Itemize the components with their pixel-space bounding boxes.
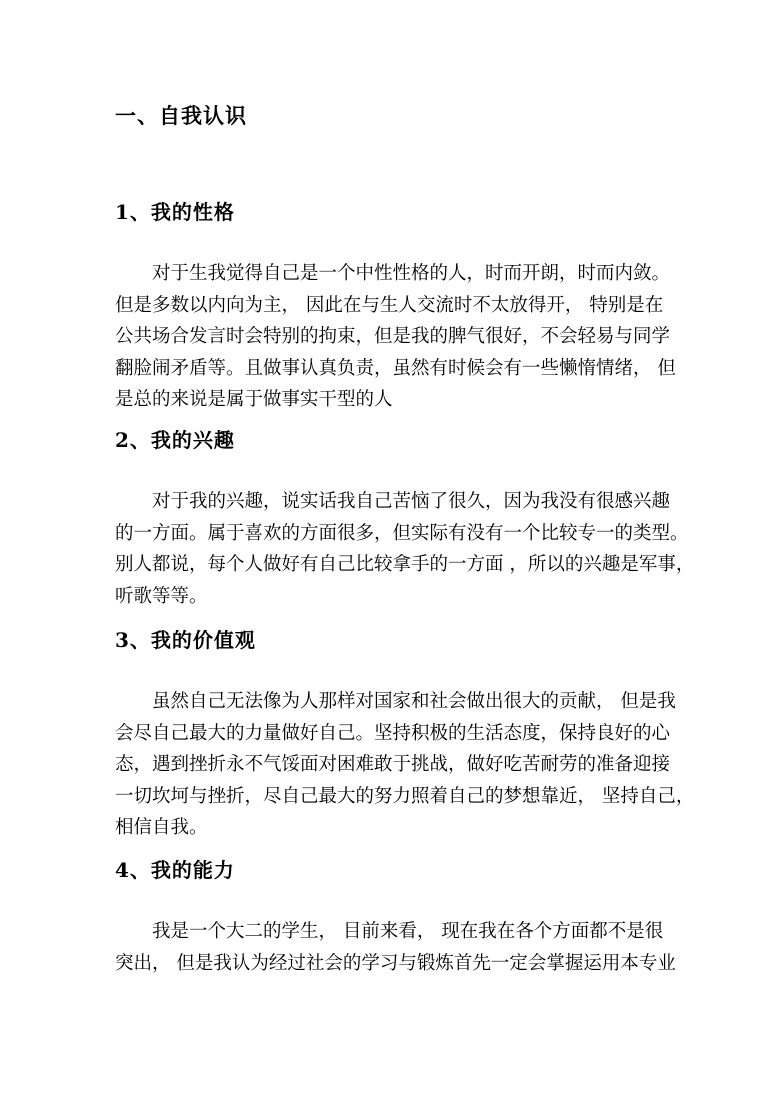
paragraph-line: 公共场合发言时会特别的拘束，但是我的脾气很好，不会轻易与同学 xyxy=(115,326,671,347)
section-paragraph-abilities xyxy=(115,916,675,979)
section-paragraph-values xyxy=(115,686,695,844)
paragraph-line: 对于我的兴趣，说实话我自己苦恼了很久，因为我没有很感兴趣 xyxy=(152,491,671,512)
paragraph-line: 突出， 但是我认为经过社会的学习与锻炼首先一定会掌握运用本专业 xyxy=(115,952,676,974)
section-heading-values: 3、我的价值观 xyxy=(115,628,256,652)
section-paragraph-interests xyxy=(115,486,695,612)
paragraph-line: 的一方面。属于喜欢的方面很多，但实际有没有一个比较专一的类型。 xyxy=(115,522,689,544)
paragraph-line: 相信自我。 xyxy=(115,817,208,838)
paragraph-line: 会尽自己最大的力量做好自己。坚持积极的生活态度，保持良好的心 xyxy=(115,722,671,744)
paragraph-line: 别人都说，每个人做好有自己比较拿手的一方面 ，所以的兴趣是军事， xyxy=(115,554,695,575)
paragraph-line: 态，遇到挫折永不气馁面对困难敢于挑战，做好吃苦耐劳的准备迎接 xyxy=(115,754,671,775)
section-paragraph-personality xyxy=(115,258,675,416)
document-title: 一、自我认识 xyxy=(115,103,247,128)
section-heading-personality: 1、我的性格 xyxy=(115,200,235,224)
paragraph-line: 但是多数以内向为主， 因此在与生人交流时不太放得开， 特别是在 xyxy=(115,294,664,316)
paragraph-line: 是总的来说是属于做事实干型的人 xyxy=(115,389,393,410)
paragraph-line: 我是一个大二的学生， 目前来看， 现在我在各个方面都不是很 xyxy=(152,921,664,942)
paragraph-line: 对于生我觉得自己是一个中性性格的人，时而开朗，时而内敛。 xyxy=(152,263,671,284)
section-heading-interests: 2、我的兴趣 xyxy=(115,428,235,452)
paragraph-line: 虽然自己无法像为人那样对国家和社会做出很大的贡献， 但是我 xyxy=(152,691,676,712)
paragraph-line: 一切坎坷与挫折，尽自己最大的努力照着自己的梦想靠近， 坚持自己， xyxy=(115,785,695,807)
section-heading-abilities: 4、我的能力 xyxy=(115,858,235,882)
paragraph-line: 听歌等等。 xyxy=(115,585,208,607)
paragraph-line: 翻脸闹矛盾等。且做事认真负责，虽然有时候会有一些懒惰情绪， 但 xyxy=(115,357,676,379)
